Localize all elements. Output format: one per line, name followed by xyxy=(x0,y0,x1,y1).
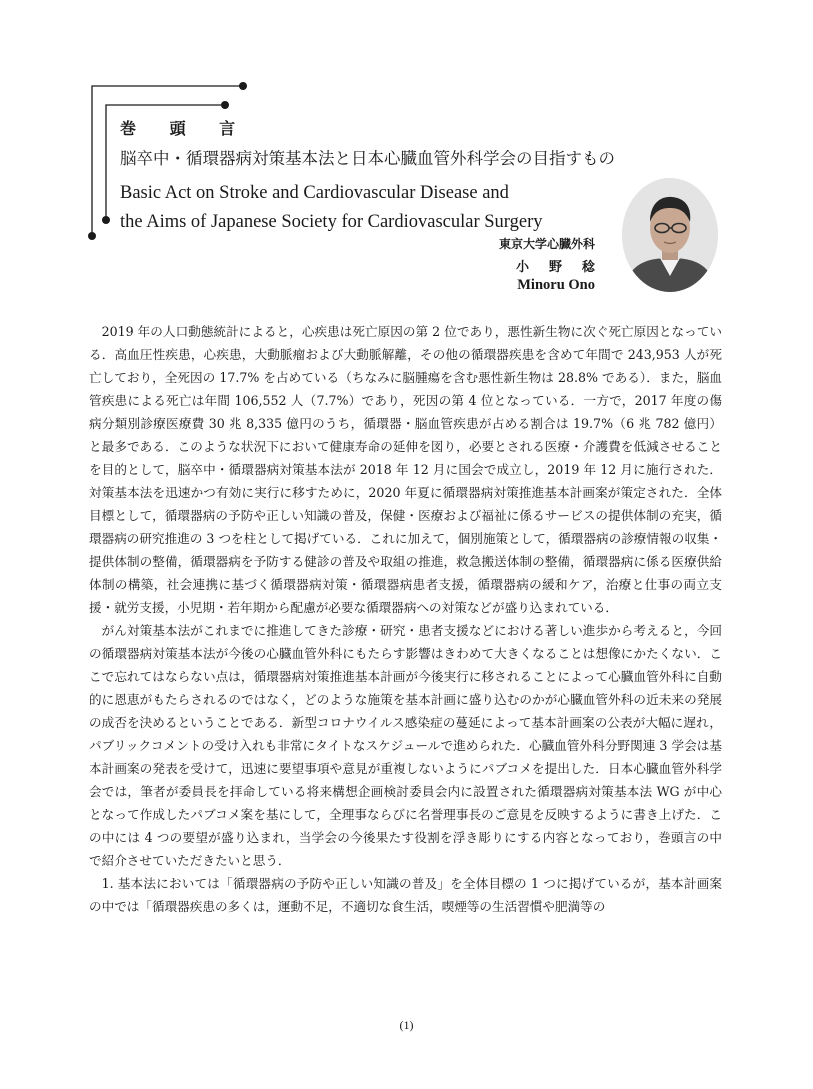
author-affiliation: 東京大学心臓外科 xyxy=(498,237,595,251)
title-english-line-1: Basic Act on Stroke and Cardiovascular Disease and xyxy=(120,183,509,203)
article-body xyxy=(89,320,722,918)
section-kicker: 巻 頭 言 xyxy=(120,119,250,138)
article-header xyxy=(120,116,640,237)
body-paragraph-1: 2019 年の人口動態統計によると，心疾患は死亡原因の第 2 位であり，悪性新生物に次ぐ死亡原因となっている．高血圧性疾患，心疾患，大動脈瘤および大動脈解離，その他の循環器疾患を含めて年間で 243,953 人が死亡しており，全死因の 17.7% を占めている（ちなみに脳腫瘍を含む悪性新生物は 28.8% である）．また，脳血管疾患による死亡は年間 106,552 人（7.7%）であり，死因の第 4 位となっている．一方で，2017 年度の傷病分類別診療医療費 30 兆 8,335 億円のうち，循環器・脳血管疾患が占める割合は 19.7%（6 兆 782 億円）と最多である．このような状況下において健康寿命の延伸を図り，必要とされる医療・介護費を低減させることを目的として，脳卒中・循環器病対策基本法が 2018 年 12 月に国会で成立し，2019 年 12 月に施行された．対策基本法を迅速かつ有効に実行に移すために，2020 年夏に循環器病対策推進基本計画案が策定された．全体目標として，循環器病の予防や正しい知識の普及，保健・医療および福祉に係るサービスの提供体制の充実，循環器病の研究推進の 3 つを柱として掲げている．これに加えて，個別施策として，循環器病の診療情報の収集・提供体制の整備，循環器病を予防する健診の普及や取組の推進，救急搬送体制の整備，循環器病に係る医療供給体制の構築，社会連携に基づく循環器病対策・循環器病患者支援，循環器病の緩和ケア，治療と仕事の両立支援・就労支援，小児期・若年期から配慮が必要な循環器病への対策などが盛り込まれている． xyxy=(89,324,723,615)
page-number: (1) xyxy=(399,1018,414,1032)
body-paragraph-3: 1. 基本法においては「循環器病の予防や正しい知識の普及」を全体目標の 1 つに掲げているが，基本計画案の中では「循環器疾患の多くは，運動不足，不適切な食生活，喫煙等の生活習慣や肥満等の xyxy=(89,876,722,914)
title-japanese: 脳卒中・循環器病対策基本法と日本心臓血管外科学会の目指すもの xyxy=(120,149,615,168)
title-english-line-2: the Aims of Japanese Society for Cardiovascular Surgery xyxy=(120,212,543,232)
author-block xyxy=(440,235,615,294)
author-name-english: Minoru Ono xyxy=(517,277,595,293)
body-paragraph-2: がん対策基本法がこれまでに推進してきた診療・研究・患者支援などにおける著しい進歩から考えると，今回の循環器病対策基本法が今後の心臓血管外科にもたらす影響はきわめて大きくなることは想像にかたくない．ここで忘れてはならない点は，循環器病対策推進基本計画が今後実行に移されることによって心臓血管外科に自動的に恩恵がもたらされるのではなく，どのような施策を基本計画に盛り込むのかが心臓血管外科の近未来の発展の成否を決めるということである．新型コロナウイルス感染症の蔓延によって基本計画案の公表が大幅に遅れ，パブリックコメントの受け入れも非常にタイトなスケジュールで進められた．心臓血管外科分野関連 3 学会は基本計画案の発表を受けて，迅速に要望事項や意見が重複しないようにパブコメを提出した．日本心臓血管外科学会では，筆者が委員長を拝命している将来構想企画検討委員会内に設置された循環器病対策基本法 WG が中心となって作成したパブコメ案を基にして，全理事ならびに名誉理事長のご意見を反映するように書き上げた．この中には 4 つの要望が盛り込まれ，当学会の今後果たす役割を浮き彫りにする内容となっており，巻頭言の中で紹介させていただきたいと思う． xyxy=(89,623,722,868)
author-photo xyxy=(622,178,718,292)
author-name-japanese: 小野稔 xyxy=(515,260,615,275)
